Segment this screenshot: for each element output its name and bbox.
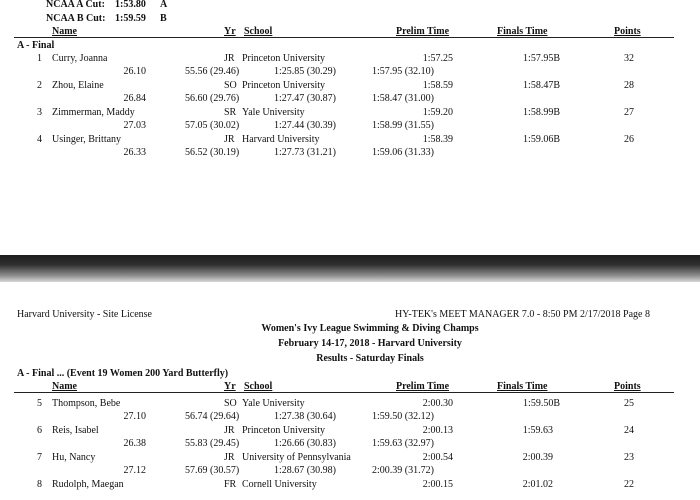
points: 22 (624, 479, 634, 490)
prelim-time: 2:00.54 (422, 452, 453, 463)
split-4: 1:59.63 (32.97) (372, 438, 434, 449)
col-name-header: Name (52, 26, 77, 37)
school: University of Pennsylvania (242, 452, 351, 463)
year: JR (224, 134, 235, 145)
swimmer-name: Rudolph, Maegan (52, 479, 124, 490)
prelim-time: 2:00.13 (422, 425, 453, 436)
place: 5 (37, 398, 42, 409)
header-rule (14, 37, 674, 38)
split-1: 27.12 (123, 465, 146, 476)
points: 25 (624, 398, 634, 409)
split-2: 57.69 (30.57) (185, 465, 240, 476)
swimmer-name: Zhou, Elaine (52, 80, 104, 91)
finals-time: 1:59.63 (522, 425, 553, 436)
cut-b-code: B (160, 13, 167, 24)
split-2: 55.83 (29.45) (185, 438, 240, 449)
school: Yale University (242, 398, 305, 409)
split-3: 1:26.66 (30.83) (274, 438, 336, 449)
school: Cornell University (242, 479, 317, 490)
split-2: 55.56 (29.46) (185, 66, 240, 77)
split-2: 57.05 (30.02) (185, 120, 240, 131)
year: JR (224, 425, 235, 436)
points: 27 (624, 107, 634, 118)
split-1: 27.03 (123, 120, 146, 131)
year: SO (224, 80, 237, 91)
finals-time: 1:59.50B (523, 398, 560, 409)
place: 1 (37, 53, 42, 64)
split-4: 1:57.95 (32.10) (372, 66, 434, 77)
finals-time: 1:57.95B (523, 53, 560, 64)
cut-b-label: NCAA B Cut: (46, 13, 106, 24)
place: 6 (37, 425, 42, 436)
prelim-time: 1:58.39 (422, 134, 453, 145)
software-stamp: HY-TEK's MEET MANAGER 7.0 - 8:50 PM 2/17/2018 Page 8 (395, 309, 650, 320)
col-prelim-header: Prelim Time (396, 381, 450, 392)
split-3: 1:27.38 (30.64) (274, 411, 336, 422)
results-page-bottom (0, 282, 700, 500)
cut-a-label: NCAA A Cut: (46, 0, 105, 10)
points: 28 (624, 80, 634, 91)
school: Harvard University (242, 134, 320, 145)
school: Princeton University (242, 53, 326, 64)
col-finals-header: Finals Time (497, 26, 548, 37)
school: Yale University (242, 107, 305, 118)
finals-time: 1:58.99B (523, 107, 560, 118)
split-1: 26.10 (123, 66, 146, 77)
prelim-time: 1:58.59 (422, 80, 453, 91)
year: SO (224, 398, 237, 409)
split-3: 1:27.44 (30.39) (274, 120, 336, 131)
meet-dates: February 14-17, 2018 - Harvard University (278, 338, 462, 349)
split-3: 1:28.67 (30.98) (274, 465, 336, 476)
cut-a-code: A (160, 0, 168, 10)
year: SR (224, 107, 237, 118)
split-4: 1:58.99 (31.55) (372, 120, 434, 131)
swimmer-name: Thompson, Bebe (52, 398, 121, 409)
prelim-time: 1:59.20 (422, 107, 453, 118)
cut-b-time: 1:59.59 (115, 13, 146, 24)
split-4: 1:59.06 (31.33) (372, 147, 434, 158)
school: Princeton University (242, 80, 326, 91)
split-4: 1:58.47 (31.00) (372, 93, 434, 104)
page-break-gap (0, 255, 700, 282)
split-3: 1:27.73 (31.21) (274, 147, 336, 158)
split-1: 26.38 (123, 438, 146, 449)
finals-time: 2:01.02 (522, 479, 553, 490)
split-3: 1:25.85 (30.29) (274, 66, 336, 77)
site-license: Harvard University - Site License (17, 309, 152, 320)
year: FR (224, 479, 237, 490)
finals-time: 1:59.06B (523, 134, 560, 145)
col-school-header: School (244, 381, 273, 392)
col-finals-header: Finals Time (497, 381, 548, 392)
col-prelim-header: Prelim Time (396, 26, 450, 37)
place: 4 (37, 134, 42, 145)
prelim-time: 1:57.25 (422, 53, 453, 64)
points: 32 (624, 53, 634, 64)
prelim-time: 2:00.30 (422, 398, 453, 409)
points: 26 (624, 134, 634, 145)
split-4: 1:59.50 (32.12) (372, 411, 434, 422)
col-points-header: Points (614, 381, 641, 392)
school: Princeton University (242, 425, 326, 436)
session-title: Results - Saturday Finals (316, 353, 424, 364)
place: 3 (37, 107, 42, 118)
swimmer-name: Reis, Isabel (52, 425, 99, 436)
col-yr-header: Yr (224, 26, 236, 37)
section-title: A - Final (17, 40, 55, 51)
prelim-time: 2:00.15 (422, 479, 453, 490)
split-3: 1:27.47 (30.87) (274, 93, 336, 104)
split-2: 56.52 (30.19) (185, 147, 240, 158)
finals-time: 1:58.47B (523, 80, 560, 91)
swimmer-name: Zimmerman, Maddy (52, 107, 135, 118)
points: 24 (624, 425, 634, 436)
event-title: A - Final ... (Event 19 Women 200 Yard Butterfly) (17, 368, 229, 379)
header-rule (14, 392, 674, 393)
col-points-header: Points (614, 26, 641, 37)
split-1: 26.84 (123, 93, 146, 104)
swimmer-name: Usinger, Brittany (52, 134, 122, 145)
place: 8 (37, 479, 42, 490)
split-2: 56.74 (29.64) (185, 411, 240, 422)
year: JR (224, 53, 235, 64)
year: JR (224, 452, 235, 463)
place: 2 (37, 80, 42, 91)
col-name-header: Name (52, 381, 77, 392)
points: 23 (624, 452, 634, 463)
cut-a-time: 1:53.80 (115, 0, 146, 10)
split-4: 2:00.39 (31.72) (372, 465, 434, 476)
meet-title: Women's Ivy League Swimming & Diving Champs (261, 323, 479, 334)
split-1: 26.33 (123, 147, 146, 158)
col-yr-header: Yr (224, 381, 236, 392)
swimmer-name: Hu, Nancy (52, 452, 96, 463)
split-2: 56.60 (29.76) (185, 93, 240, 104)
col-school-header: School (244, 26, 273, 37)
finals-time: 2:00.39 (522, 452, 553, 463)
swimmer-name: Curry, Joanna (52, 53, 108, 64)
place: 7 (37, 452, 42, 463)
split-1: 27.10 (123, 411, 146, 422)
